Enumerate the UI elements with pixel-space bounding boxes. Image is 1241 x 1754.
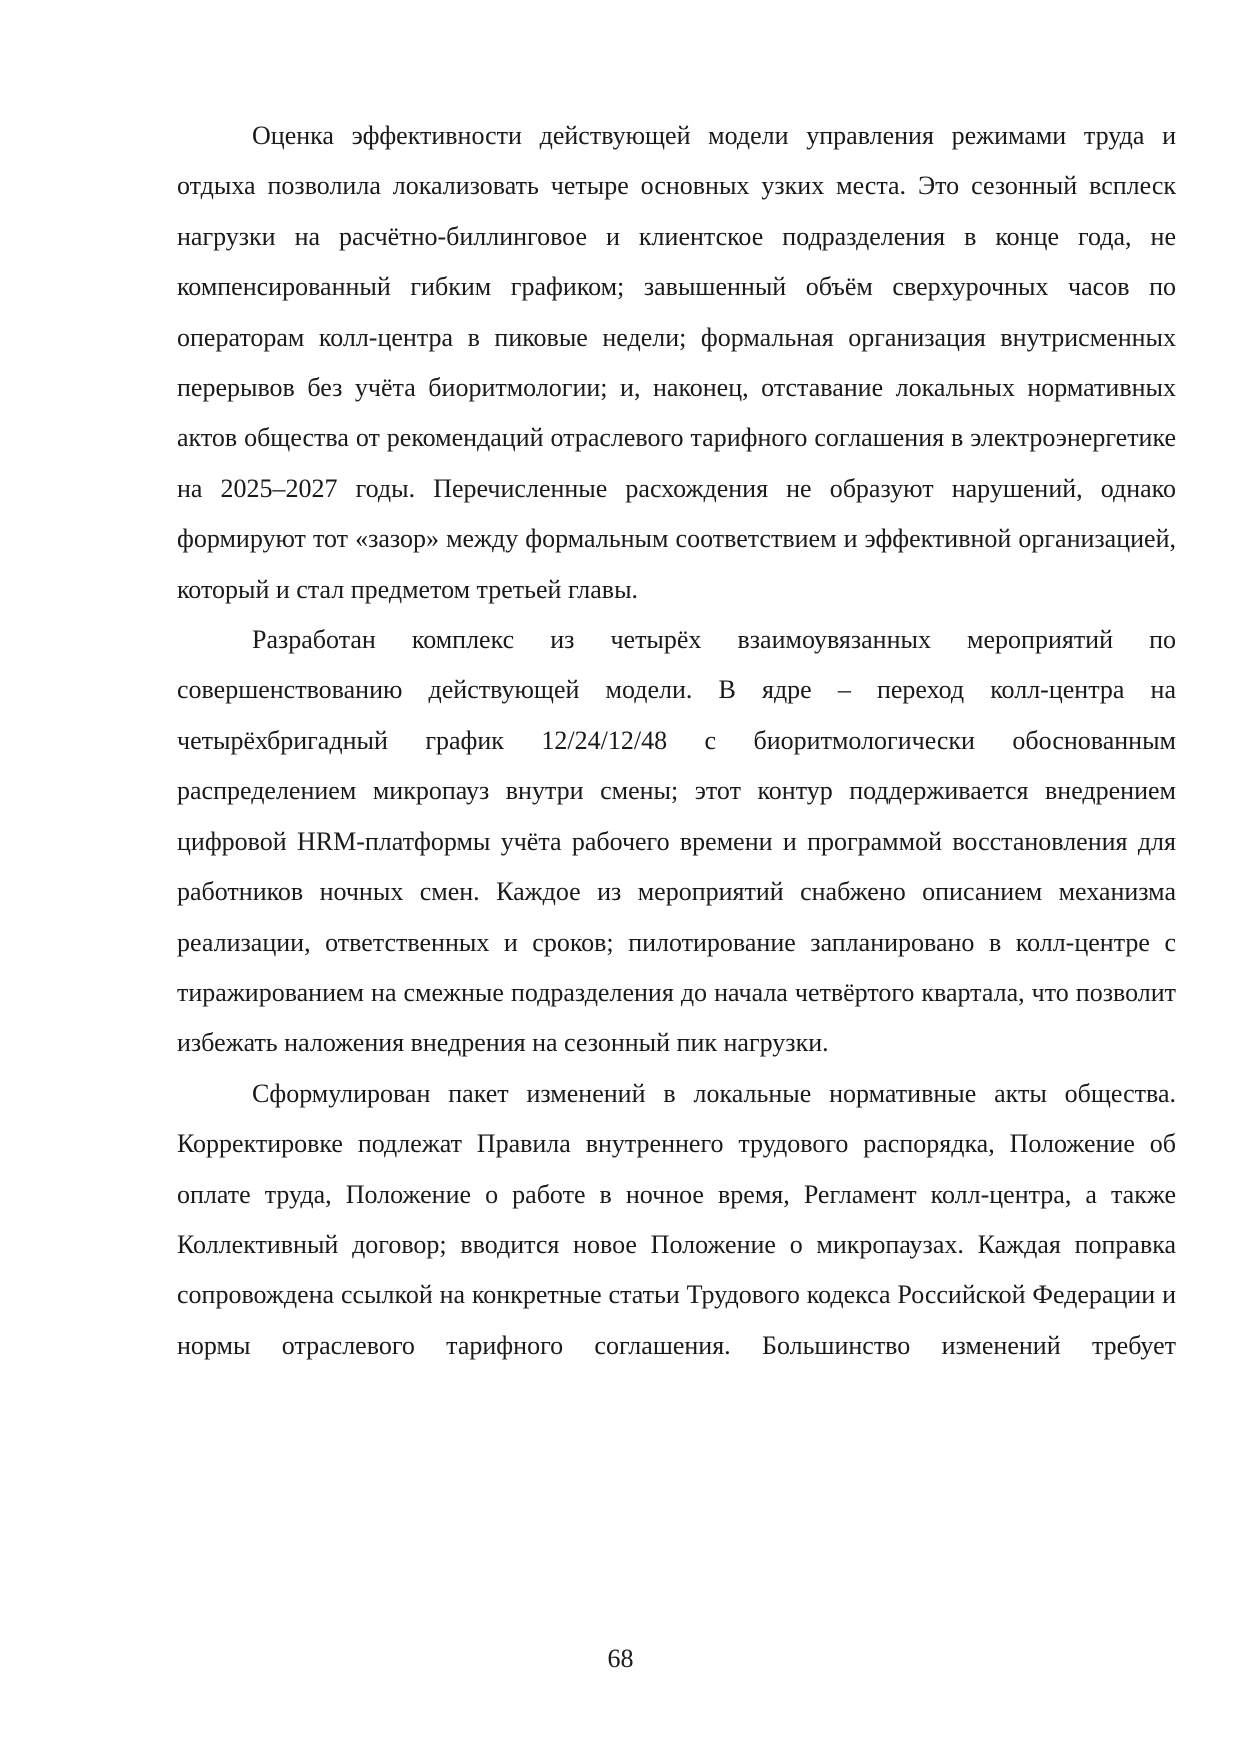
paragraph-1: Оценка эффективности действующей модели управления режимами труда и отдыха позволила локализовать четыре основных узких места. Это сезонный всплеск нагрузки на расчётно-биллинговое и клиентское подразделения в конце года, не компенсированный гибким графиком; завышенный объём сверхурочных часов по операторам колл-центра в пиковые недели; формальная организация внутрисменных перерывов без учёта биоритмологии; и, наконец, отставание локальных нормативных актов общества от рекомендаций отраслевого тарифного соглашения в электроэнергетике на 2025–2027 годы. Перечисленные расхождения не образуют нарушений, однако формируют тот «зазор» между формальным соответствием и эффективной организацией, который и стал предметом третьей главы. [177,121,1176,604]
text-body [177,111,1176,1371]
paragraph-2: Разработан комплекс из четырёх взаимоувязанных мероприятий по совершенствованию действующей модели. В ядре – переход колл-центра на четырёхбригадный график 12/24/12/48 с биоритмологически обоснованным распределением микропауз внутри смены; этот контур поддерживается внедрением цифровой HRM-платформы учёта рабочего времени и программой восстановления для работников ночных смен. Каждое из мероприятий снабжено описанием механизма реализации, ответственных и сроков; пилотирование запланировано в колл-центре с тиражированием на смежные подразделения до начала четвёртого квартала, что позволит избежать наложения внедрения на сезонный пик нагрузки. [177,625,1176,1058]
paragraph-3: Сформулирован пакет изменений в локальные нормативные акты общества. Корректировке подлежат Правила внутреннего трудового распорядка, Положение об оплате труда, Положение о работе в ночное время, Регламент колл-центра, а также Коллективный договор; вводится новое Положение о микропаузах. Каждая поправка сопровождена ссылкой на конкретные статьи Трудового кодекса Российской Федерации и нормы отраслевого тарифного соглашения. Большинство изменений требует [177,1078,1176,1360]
page-number: 68 [607,1644,634,1673]
